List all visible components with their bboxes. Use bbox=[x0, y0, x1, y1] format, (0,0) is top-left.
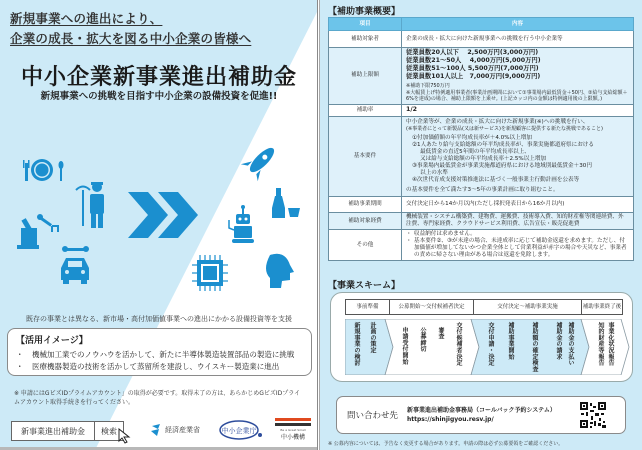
step-label: 公募締切 bbox=[419, 327, 426, 353]
smrj-tagline: Be a Great Small bbox=[280, 428, 306, 432]
step-label: 交付候補者決定 bbox=[455, 322, 462, 367]
footer-note: ※ 公募内容については、予告なく変更する場合があります。申請の際は必ず公募要領をご確認ください。 bbox=[328, 441, 564, 447]
meti-logo-icon bbox=[150, 424, 162, 436]
header-line-2: 企業の成長・拡大を図る中小企業の皆様へ bbox=[10, 31, 252, 46]
requirement-item: ②1人あたり給与支給総額の年平均成長率が、事業実施都道府県における bbox=[412, 142, 594, 148]
chusho-logo bbox=[218, 419, 264, 441]
limit-note: ※補助下限750万円 bbox=[406, 83, 450, 89]
row-value: 交付決定日から14か月以内(ただし採択発表日から16か月以内) bbox=[402, 197, 634, 213]
table-row bbox=[329, 104, 634, 116]
search-input[interactable]: 新事業進出補助金 bbox=[12, 422, 95, 440]
usage-title: 【活用イメージ】 bbox=[16, 336, 88, 346]
svg-text:中小企業庁: 中小企業庁 bbox=[221, 427, 257, 435]
limit-line: 従業員数101人以上 7,000万円(9,000万円) bbox=[406, 73, 541, 80]
smrj-logo bbox=[275, 418, 311, 441]
limit-line: 従業員数20人以下 2,500万円(3,000万円) bbox=[406, 49, 539, 56]
transition-illustration bbox=[0, 120, 318, 300]
row-label: その他 bbox=[329, 230, 402, 261]
requirements-outro: の基本要件を全て満たす3～5年の事業計画に取り組むこと。 bbox=[406, 187, 559, 193]
contact-org: 新事業進出補助金事務局（コールバック予約システム） bbox=[407, 407, 556, 414]
requirement-item: ①付加価値額の年平均成長率が＋4.0%以上増加 bbox=[412, 135, 532, 141]
requirements-intro: 中小企業等が、企業の成長・拡大に向けた新規事業(※)への挑戦を行い、 bbox=[406, 118, 589, 125]
other-item: ・ 基本要件②、③が未達の場合、未達成率に応じて補助金返還を求めます。ただし、付加価値が増加してないかつ企業全体として営業利益が赤字の場合や天災など、事業者の責めに帰さない理由がある場合は返還を免除します。 bbox=[406, 238, 629, 259]
step-label: 交付申請・決定 bbox=[487, 322, 494, 367]
requirement-item: ④次世代育成支援対策推進法に基づく一般事業主行動計画を公表等 bbox=[412, 177, 580, 183]
other-item: ・ 収益納付は求めません。 bbox=[406, 231, 629, 238]
row-value bbox=[402, 230, 634, 261]
row-value: 1/2 bbox=[402, 104, 634, 116]
contact-info bbox=[407, 406, 556, 424]
summary-section-title: 【補助事業概要】 bbox=[328, 7, 401, 17]
requirement-item: 又は給与支給総額の年平均成長率＋2.5%以上増加 bbox=[420, 156, 547, 162]
phase-label: 事前準備 bbox=[346, 300, 390, 314]
usage-item: ・ 機械加工業でのノウハウを活かして、新たに半導体製造装置部品の製造に挑戦 bbox=[16, 350, 295, 359]
table-header-row bbox=[329, 18, 634, 31]
contact-url-link[interactable]: https://shinjigyou.resv.jp/ bbox=[407, 416, 494, 423]
contact-label: 問い合わせ先 bbox=[347, 411, 399, 421]
row-label: 補助率 bbox=[329, 104, 402, 116]
requirement-item: ③事業場内最低賃金が事業実施都道府県における地域別最低賃金＋30円 bbox=[412, 163, 592, 169]
row-value: 機械装置・システム構築費、建物費、運搬費、技術導入費、知的財産権等関連経費、外注費、専門家経費、クラウドサービス利用費、広告宣伝・販売促進費 bbox=[402, 213, 634, 230]
limit-line: 従業員数51～100人 5,500万円(7,000万円) bbox=[406, 65, 539, 72]
row-label: 基本要件 bbox=[329, 116, 402, 197]
support-description: 既存の事業とは異なる、新市場・高付加価値事業への進出にかかる設備投資等を支援 bbox=[26, 315, 292, 323]
flyer-back-page bbox=[319, 0, 642, 450]
step-label: 補助事業開始 bbox=[507, 322, 514, 360]
robot-icon bbox=[229, 205, 254, 243]
limit-line: 従業員数21～50人 4,000万円(5,000万円) bbox=[406, 57, 541, 64]
table-row bbox=[329, 230, 634, 261]
table-row bbox=[329, 197, 634, 213]
smrj-name: 中小機構 bbox=[280, 434, 305, 441]
step-label: 補助金の支払い bbox=[567, 322, 574, 367]
car-repair-icon bbox=[61, 246, 89, 284]
phase-header bbox=[345, 299, 623, 315]
header-lead bbox=[10, 9, 251, 49]
requirement-item: 以上の水準 bbox=[420, 170, 448, 176]
requirement-item: 最低賃金の直近5年間の年平均成長率以上、 bbox=[420, 149, 530, 155]
scheme-section-title: 【事業スキーム】 bbox=[328, 281, 401, 291]
flyer-front-page bbox=[0, 0, 318, 450]
header-line-1: 新規事業への進出により、 bbox=[10, 11, 163, 26]
step-label: 計画の策定 bbox=[369, 322, 376, 354]
row-label: 補助事業期間 bbox=[329, 197, 402, 213]
step-label: 審査 bbox=[437, 327, 444, 340]
step-label: 知的財産等報告 bbox=[597, 322, 604, 367]
qr-code-icon[interactable] bbox=[579, 401, 607, 429]
construction-worker-icon bbox=[76, 182, 104, 228]
page-subtitle: 新規事業への挑戦を目指す中小企業の設備投資を促進!! bbox=[40, 91, 278, 102]
rocket-icon bbox=[241, 140, 282, 181]
contact-box bbox=[336, 396, 626, 434]
usage-item-text: 機械加工業でのノウハウを活かして、新たに半導体製造装置部品の製造に挑戦 bbox=[32, 350, 295, 359]
phase-label: 公募開始～交付候補者決定 bbox=[390, 300, 474, 314]
step-label: 申請受付開始 bbox=[401, 327, 408, 365]
meti-logo-text: 経済産業省 bbox=[165, 426, 200, 434]
limit-note: ※大幅賃上げ特例適用事業者(事業計画期間において①事業場内最低賃金＋50円、②給与支給総額＋6%を達成)の場合、補助上限額を上乗せ。(上記カッコ内の金額は特例適用後の上限額。) bbox=[406, 89, 628, 102]
row-label: 補助上限額 bbox=[329, 48, 402, 105]
ai-head-icon bbox=[266, 254, 294, 288]
table-row bbox=[329, 116, 634, 197]
row-value bbox=[402, 48, 634, 105]
table-row bbox=[329, 31, 634, 48]
flow-arrows bbox=[345, 319, 630, 375]
usage-item-text: 医療機器製造の技術を活かして蒸留所を建設し、ウイスキー製造業に進出 bbox=[32, 362, 280, 371]
mouse-pointer-icon bbox=[118, 428, 132, 444]
sake-icon bbox=[272, 188, 300, 218]
usage-item: ・ 医療機器製造の技術を活かして蒸留所を建設し、ウイスキー製造業に進出 bbox=[16, 362, 280, 371]
table-row bbox=[329, 213, 634, 230]
scheme-diagram bbox=[330, 292, 633, 382]
robot-arm-icon bbox=[17, 214, 58, 249]
summary-table bbox=[328, 17, 634, 261]
phase-label: 補助事業終了後 bbox=[582, 304, 622, 310]
table-row bbox=[329, 48, 634, 105]
page-title: 中小企業新事業進出補助金 bbox=[20, 65, 297, 90]
meti-logo bbox=[150, 424, 200, 436]
step-label: 新規事業の検討 bbox=[353, 322, 360, 367]
restaurant-icon bbox=[23, 159, 64, 181]
step-label: 補助金の請求 bbox=[555, 322, 562, 360]
chip-icon bbox=[192, 255, 228, 291]
search-button[interactable]: 検索 bbox=[95, 422, 123, 440]
column-header: 項目 bbox=[329, 18, 402, 31]
chevron-arrows-icon bbox=[128, 192, 198, 238]
requirements-note: (※事業者にとって新製品(又は新サービス)を新規顧客に提供する新たな挑戦であること) bbox=[406, 125, 603, 132]
column-header: 内容 bbox=[402, 18, 634, 31]
search-box bbox=[11, 421, 124, 441]
phase-label: 交付決定～補助事業実施 bbox=[474, 300, 582, 314]
row-value: 企業の成長・拡大に向けた新規事業への挑戦を行う中小企業等 bbox=[402, 31, 634, 48]
usage-examples-box bbox=[7, 328, 312, 376]
row-label: 補助対象経費 bbox=[329, 213, 402, 230]
gbiz-note: ※ 申請にはGビズIDプライムアカウント」の取得が必要です。取得未了の方は、あらかじめGビズIDプライムアカウント取得手続きを行ってください。 bbox=[14, 390, 301, 406]
step-label: 補助額の確定検査 bbox=[531, 322, 538, 373]
step-label: 事業化状況報告 bbox=[607, 322, 614, 367]
row-value bbox=[402, 116, 634, 197]
row-label: 補助対象者 bbox=[329, 31, 402, 48]
